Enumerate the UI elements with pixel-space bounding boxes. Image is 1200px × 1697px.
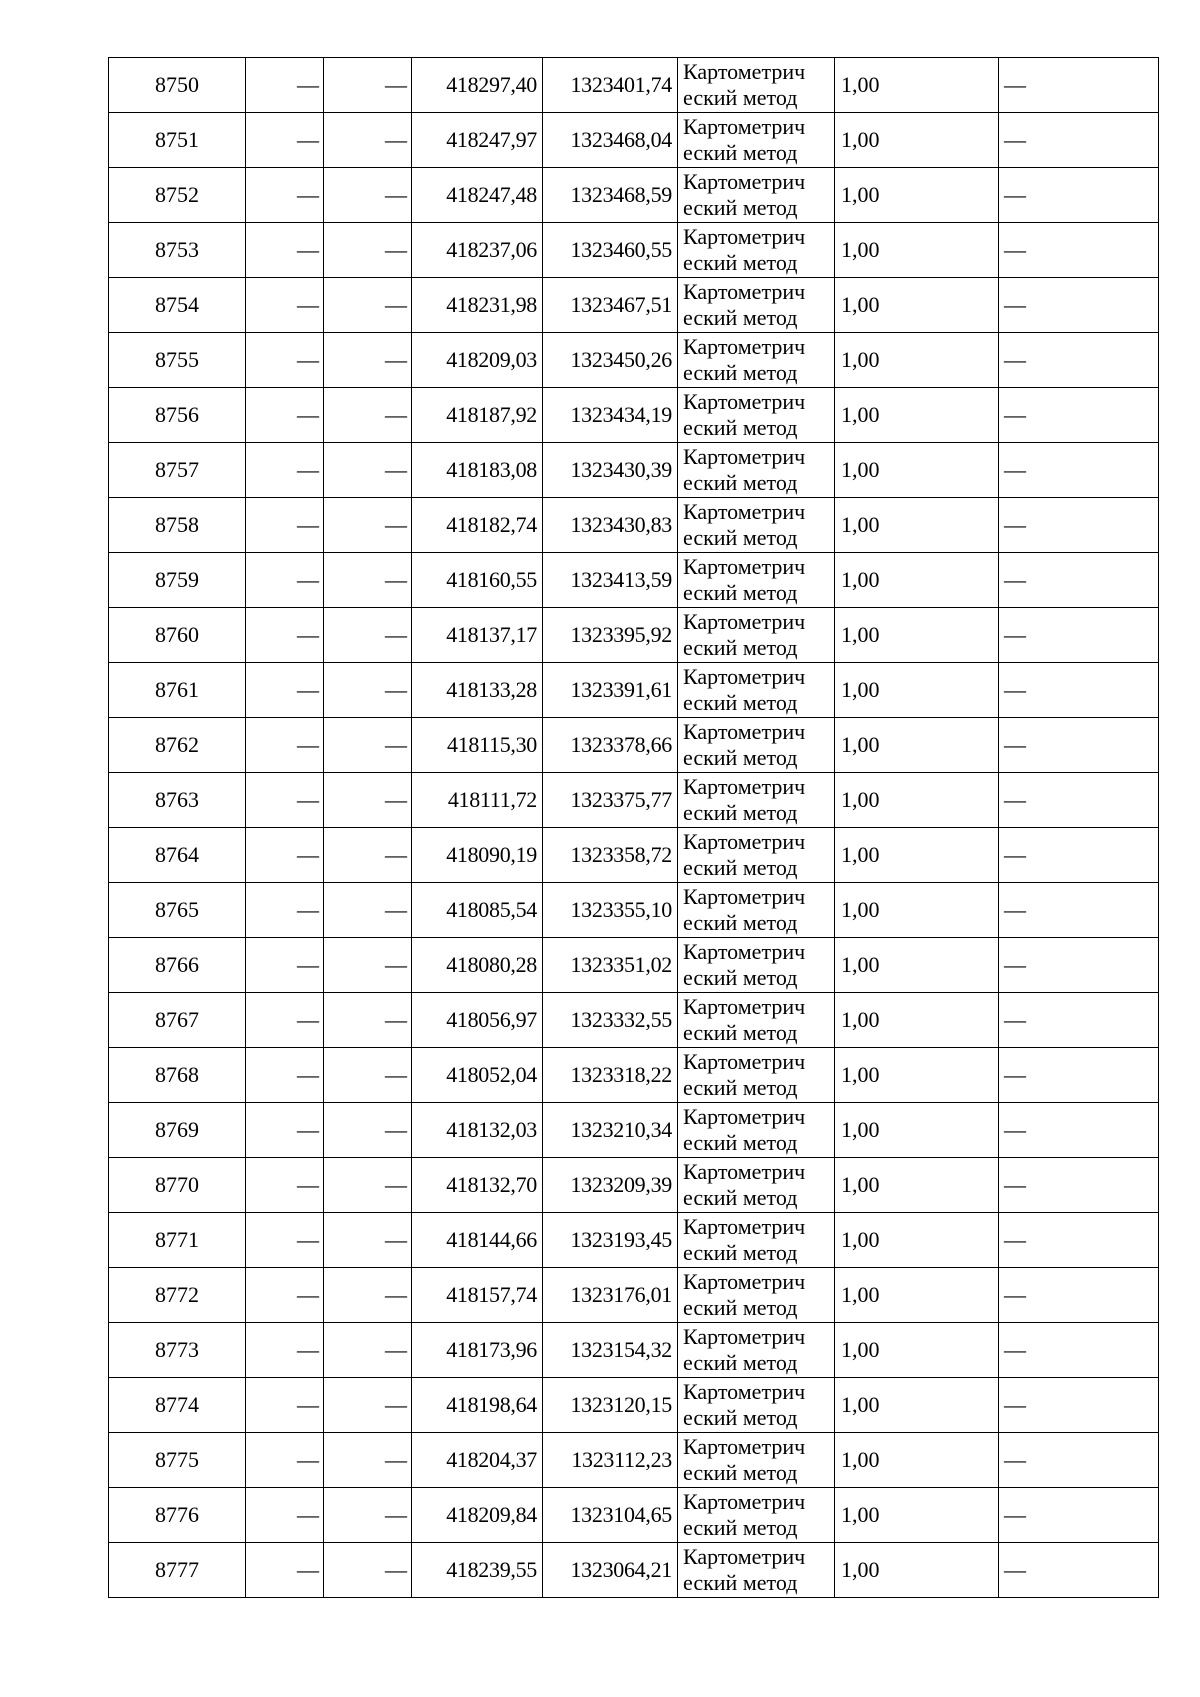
coordinate-y-cell: 1323176,01 [543,1268,678,1323]
empty-dash-cell: — [999,718,1159,773]
empty-dash-cell: — [246,498,324,553]
accuracy-cell: 1,00 [835,773,999,828]
point-number-cell: 8760 [109,608,246,663]
method-cell: Картометрич еский метод [678,113,835,168]
empty-dash-cell: — [999,993,1159,1048]
empty-dash-cell: — [324,333,412,388]
empty-dash-cell: — [999,388,1159,443]
method-cell: Картометрич еский метод [678,553,835,608]
table-row [109,1268,1159,1323]
point-number-cell: 8776 [109,1488,246,1543]
empty-dash-cell: — [246,1268,324,1323]
empty-dash-cell: — [999,1543,1159,1598]
method-cell: Картометрич еский метод [678,1378,835,1433]
coordinate-y-cell: 1323401,74 [543,58,678,113]
method-cell: Картометрич еский метод [678,1048,835,1103]
coordinate-x-cell: 418237,06 [412,223,543,278]
coordinate-x-cell: 418137,17 [412,608,543,663]
table-row [109,993,1159,1048]
method-cell: Картометрич еский метод [678,993,835,1048]
coordinate-x-cell: 418080,28 [412,938,543,993]
empty-dash-cell: — [246,828,324,883]
point-number-cell: 8766 [109,938,246,993]
empty-dash-cell: — [999,1103,1159,1158]
coordinate-y-cell: 1323395,92 [543,608,678,663]
method-cell: Картометрич еский метод [678,1543,835,1598]
empty-dash-cell: — [999,1323,1159,1378]
empty-dash-cell: — [324,1158,412,1213]
empty-dash-cell: — [246,113,324,168]
table-row [109,608,1159,663]
coordinate-y-cell: 1323318,22 [543,1048,678,1103]
empty-dash-cell: — [246,1433,324,1488]
method-cell: Картометрич еский метод [678,1268,835,1323]
accuracy-cell: 1,00 [835,388,999,443]
table-row [109,1543,1159,1598]
point-number-cell: 8756 [109,388,246,443]
method-cell: Картометрич еский метод [678,1433,835,1488]
empty-dash-cell: — [999,663,1159,718]
table-row [109,1433,1159,1488]
method-cell: Картометрич еский метод [678,883,835,938]
empty-dash-cell: — [999,553,1159,608]
coordinate-x-cell: 418056,97 [412,993,543,1048]
empty-dash-cell: — [324,1268,412,1323]
point-number-cell: 8771 [109,1213,246,1268]
table-row [109,1378,1159,1433]
coordinate-y-cell: 1323468,59 [543,168,678,223]
coordinate-x-cell: 418132,70 [412,1158,543,1213]
empty-dash-cell: — [999,1433,1159,1488]
empty-dash-cell: — [324,828,412,883]
coordinate-y-cell: 1323450,26 [543,333,678,388]
empty-dash-cell: — [324,388,412,443]
accuracy-cell: 1,00 [835,883,999,938]
method-cell: Картометрич еский метод [678,1158,835,1213]
method-cell: Картометрич еский метод [678,498,835,553]
point-number-cell: 8767 [109,993,246,1048]
coordinate-y-cell: 1323351,02 [543,938,678,993]
accuracy-cell: 1,00 [835,1433,999,1488]
point-number-cell: 8763 [109,773,246,828]
point-number-cell: 8772 [109,1268,246,1323]
empty-dash-cell: — [999,773,1159,828]
empty-dash-cell: — [246,168,324,223]
coordinate-x-cell: 418247,48 [412,168,543,223]
coordinate-y-cell: 1323104,65 [543,1488,678,1543]
coordinate-x-cell: 418297,40 [412,58,543,113]
point-number-cell: 8755 [109,333,246,388]
empty-dash-cell: — [246,1103,324,1158]
empty-dash-cell: — [324,1378,412,1433]
empty-dash-cell: — [999,1158,1159,1213]
coordinate-x-cell: 418085,54 [412,883,543,938]
empty-dash-cell: — [246,938,324,993]
accuracy-cell: 1,00 [835,993,999,1048]
coordinate-y-cell: 1323358,72 [543,828,678,883]
coordinate-x-cell: 418182,74 [412,498,543,553]
empty-dash-cell: — [324,1103,412,1158]
accuracy-cell: 1,00 [835,718,999,773]
coordinate-x-cell: 418144,66 [412,1213,543,1268]
point-number-cell: 8768 [109,1048,246,1103]
coordinate-x-cell: 418133,28 [412,663,543,718]
coordinate-x-cell: 418239,55 [412,1543,543,1598]
empty-dash-cell: — [999,168,1159,223]
table-row [109,113,1159,168]
accuracy-cell: 1,00 [835,1543,999,1598]
empty-dash-cell: — [246,1158,324,1213]
empty-dash-cell: — [246,993,324,1048]
table-row [109,1158,1159,1213]
accuracy-cell: 1,00 [835,223,999,278]
accuracy-cell: 1,00 [835,498,999,553]
empty-dash-cell: — [324,1323,412,1378]
empty-dash-cell: — [246,1543,324,1598]
method-cell: Картометрич еский метод [678,333,835,388]
empty-dash-cell: — [324,278,412,333]
coordinate-y-cell: 1323193,45 [543,1213,678,1268]
coordinate-x-cell: 418187,92 [412,388,543,443]
coordinate-y-cell: 1323064,21 [543,1543,678,1598]
accuracy-cell: 1,00 [835,1268,999,1323]
coordinate-y-cell: 1323375,77 [543,773,678,828]
table-row [109,1103,1159,1158]
point-number-cell: 8770 [109,1158,246,1213]
coordinate-y-cell: 1323468,04 [543,113,678,168]
table-row [109,883,1159,938]
empty-dash-cell: — [324,663,412,718]
coordinate-y-cell: 1323209,39 [543,1158,678,1213]
empty-dash-cell: — [246,663,324,718]
empty-dash-cell: — [324,58,412,113]
point-number-cell: 8765 [109,883,246,938]
empty-dash-cell: — [246,1488,324,1543]
point-number-cell: 8773 [109,1323,246,1378]
empty-dash-cell: — [246,773,324,828]
coordinate-x-cell: 418157,74 [412,1268,543,1323]
empty-dash-cell: — [324,938,412,993]
empty-dash-cell: — [324,883,412,938]
method-cell: Картометрич еский метод [678,1488,835,1543]
table-row [109,1048,1159,1103]
table-row [109,388,1159,443]
coordinate-x-cell: 418231,98 [412,278,543,333]
empty-dash-cell: — [246,1213,324,1268]
coordinate-x-cell: 418209,84 [412,1488,543,1543]
empty-dash-cell: — [999,828,1159,883]
accuracy-cell: 1,00 [835,58,999,113]
empty-dash-cell: — [246,443,324,498]
point-number-cell: 8758 [109,498,246,553]
coordinate-x-cell: 418090,19 [412,828,543,883]
empty-dash-cell: — [999,1213,1159,1268]
accuracy-cell: 1,00 [835,1488,999,1543]
coordinate-x-cell: 418160,55 [412,553,543,608]
coordinate-x-cell: 418204,37 [412,1433,543,1488]
method-cell: Картометрич еский метод [678,1103,835,1158]
method-cell: Картометрич еский метод [678,58,835,113]
table-row [109,938,1159,993]
empty-dash-cell: — [999,1378,1159,1433]
coordinate-x-cell: 418247,97 [412,113,543,168]
empty-dash-cell: — [999,58,1159,113]
point-number-cell: 8753 [109,223,246,278]
table-row [109,278,1159,333]
empty-dash-cell: — [246,333,324,388]
coordinate-y-cell: 1323378,66 [543,718,678,773]
empty-dash-cell: — [246,1378,324,1433]
accuracy-cell: 1,00 [835,443,999,498]
coordinate-y-cell: 1323120,15 [543,1378,678,1433]
empty-dash-cell: — [999,938,1159,993]
method-cell: Картометрич еский метод [678,1323,835,1378]
coordinate-x-cell: 418052,04 [412,1048,543,1103]
accuracy-cell: 1,00 [835,553,999,608]
accuracy-cell: 1,00 [835,828,999,883]
table-row [109,718,1159,773]
point-number-cell: 8774 [109,1378,246,1433]
coordinate-x-cell: 418115,30 [412,718,543,773]
empty-dash-cell: — [324,223,412,278]
coordinate-y-cell: 1323413,59 [543,553,678,608]
table-row [109,498,1159,553]
method-cell: Картометрич еский метод [678,663,835,718]
empty-dash-cell: — [999,333,1159,388]
accuracy-cell: 1,00 [835,1048,999,1103]
coordinate-y-cell: 1323112,23 [543,1433,678,1488]
accuracy-cell: 1,00 [835,168,999,223]
table-row [109,443,1159,498]
coordinate-y-cell: 1323434,19 [543,388,678,443]
empty-dash-cell: — [324,553,412,608]
point-number-cell: 8757 [109,443,246,498]
coordinate-y-cell: 1323460,55 [543,223,678,278]
accuracy-cell: 1,00 [835,1158,999,1213]
table-row [109,223,1159,278]
point-number-cell: 8752 [109,168,246,223]
coordinate-y-cell: 1323391,61 [543,663,678,718]
empty-dash-cell: — [246,58,324,113]
empty-dash-cell: — [324,443,412,498]
table-row [109,1213,1159,1268]
empty-dash-cell: — [999,608,1159,663]
method-cell: Картометрич еский метод [678,278,835,333]
empty-dash-cell: — [246,278,324,333]
empty-dash-cell: — [999,223,1159,278]
empty-dash-cell: — [324,113,412,168]
empty-dash-cell: — [324,1048,412,1103]
empty-dash-cell: — [246,718,324,773]
empty-dash-cell: — [246,388,324,443]
coordinate-y-cell: 1323154,32 [543,1323,678,1378]
accuracy-cell: 1,00 [835,608,999,663]
empty-dash-cell: — [999,498,1159,553]
coordinate-x-cell: 418209,03 [412,333,543,388]
method-cell: Картометрич еский метод [678,223,835,278]
method-cell: Картометрич еский метод [678,828,835,883]
empty-dash-cell: — [324,993,412,1048]
point-number-cell: 8761 [109,663,246,718]
accuracy-cell: 1,00 [835,663,999,718]
empty-dash-cell: — [999,883,1159,938]
table-row [109,773,1159,828]
point-number-cell: 8764 [109,828,246,883]
accuracy-cell: 1,00 [835,278,999,333]
empty-dash-cell: — [246,883,324,938]
method-cell: Картометрич еский метод [678,1213,835,1268]
method-cell: Картометрич еский метод [678,938,835,993]
empty-dash-cell: — [246,223,324,278]
coordinate-y-cell: 1323355,10 [543,883,678,938]
method-cell: Картометрич еский метод [678,608,835,663]
point-number-cell: 8777 [109,1543,246,1598]
point-number-cell: 8750 [109,58,246,113]
coordinate-y-cell: 1323332,55 [543,993,678,1048]
coordinate-y-cell: 1323467,51 [543,278,678,333]
table-row [109,663,1159,718]
empty-dash-cell: — [324,1543,412,1598]
accuracy-cell: 1,00 [835,1213,999,1268]
coordinate-x-cell: 418198,64 [412,1378,543,1433]
empty-dash-cell: — [999,113,1159,168]
accuracy-cell: 1,00 [835,1378,999,1433]
point-number-cell: 8775 [109,1433,246,1488]
table-row [109,1323,1159,1378]
empty-dash-cell: — [999,278,1159,333]
accuracy-cell: 1,00 [835,938,999,993]
empty-dash-cell: — [999,1048,1159,1103]
empty-dash-cell: — [246,1323,324,1378]
accuracy-cell: 1,00 [835,113,999,168]
accuracy-cell: 1,00 [835,1103,999,1158]
method-cell: Картометрич еский метод [678,168,835,223]
table-row [109,1488,1159,1543]
empty-dash-cell: — [246,1048,324,1103]
coordinates-table [108,57,1159,1598]
method-cell: Картометрич еский метод [678,443,835,498]
empty-dash-cell: — [999,1488,1159,1543]
coordinates-table-body [109,58,1159,1598]
empty-dash-cell: — [324,1433,412,1488]
coordinate-x-cell: 418173,96 [412,1323,543,1378]
point-number-cell: 8751 [109,113,246,168]
table-row [109,828,1159,883]
empty-dash-cell: — [324,168,412,223]
coordinate-y-cell: 1323210,34 [543,1103,678,1158]
empty-dash-cell: — [246,553,324,608]
point-number-cell: 8754 [109,278,246,333]
point-number-cell: 8759 [109,553,246,608]
empty-dash-cell: — [999,1268,1159,1323]
empty-dash-cell: — [246,608,324,663]
coordinate-x-cell: 418183,08 [412,443,543,498]
coordinate-y-cell: 1323430,39 [543,443,678,498]
table-row [109,168,1159,223]
accuracy-cell: 1,00 [835,1323,999,1378]
coordinate-x-cell: 418132,03 [412,1103,543,1158]
point-number-cell: 8769 [109,1103,246,1158]
method-cell: Картометрич еский метод [678,388,835,443]
empty-dash-cell: — [324,718,412,773]
empty-dash-cell: — [999,443,1159,498]
coordinate-y-cell: 1323430,83 [543,498,678,553]
empty-dash-cell: — [324,1488,412,1543]
table-row [109,58,1159,113]
empty-dash-cell: — [324,773,412,828]
accuracy-cell: 1,00 [835,333,999,388]
method-cell: Картометрич еский метод [678,718,835,773]
empty-dash-cell: — [324,1213,412,1268]
empty-dash-cell: — [324,498,412,553]
point-number-cell: 8762 [109,718,246,773]
table-row [109,333,1159,388]
method-cell: Картометрич еский метод [678,773,835,828]
table-row [109,553,1159,608]
coordinate-x-cell: 418111,72 [412,773,543,828]
empty-dash-cell: — [324,608,412,663]
